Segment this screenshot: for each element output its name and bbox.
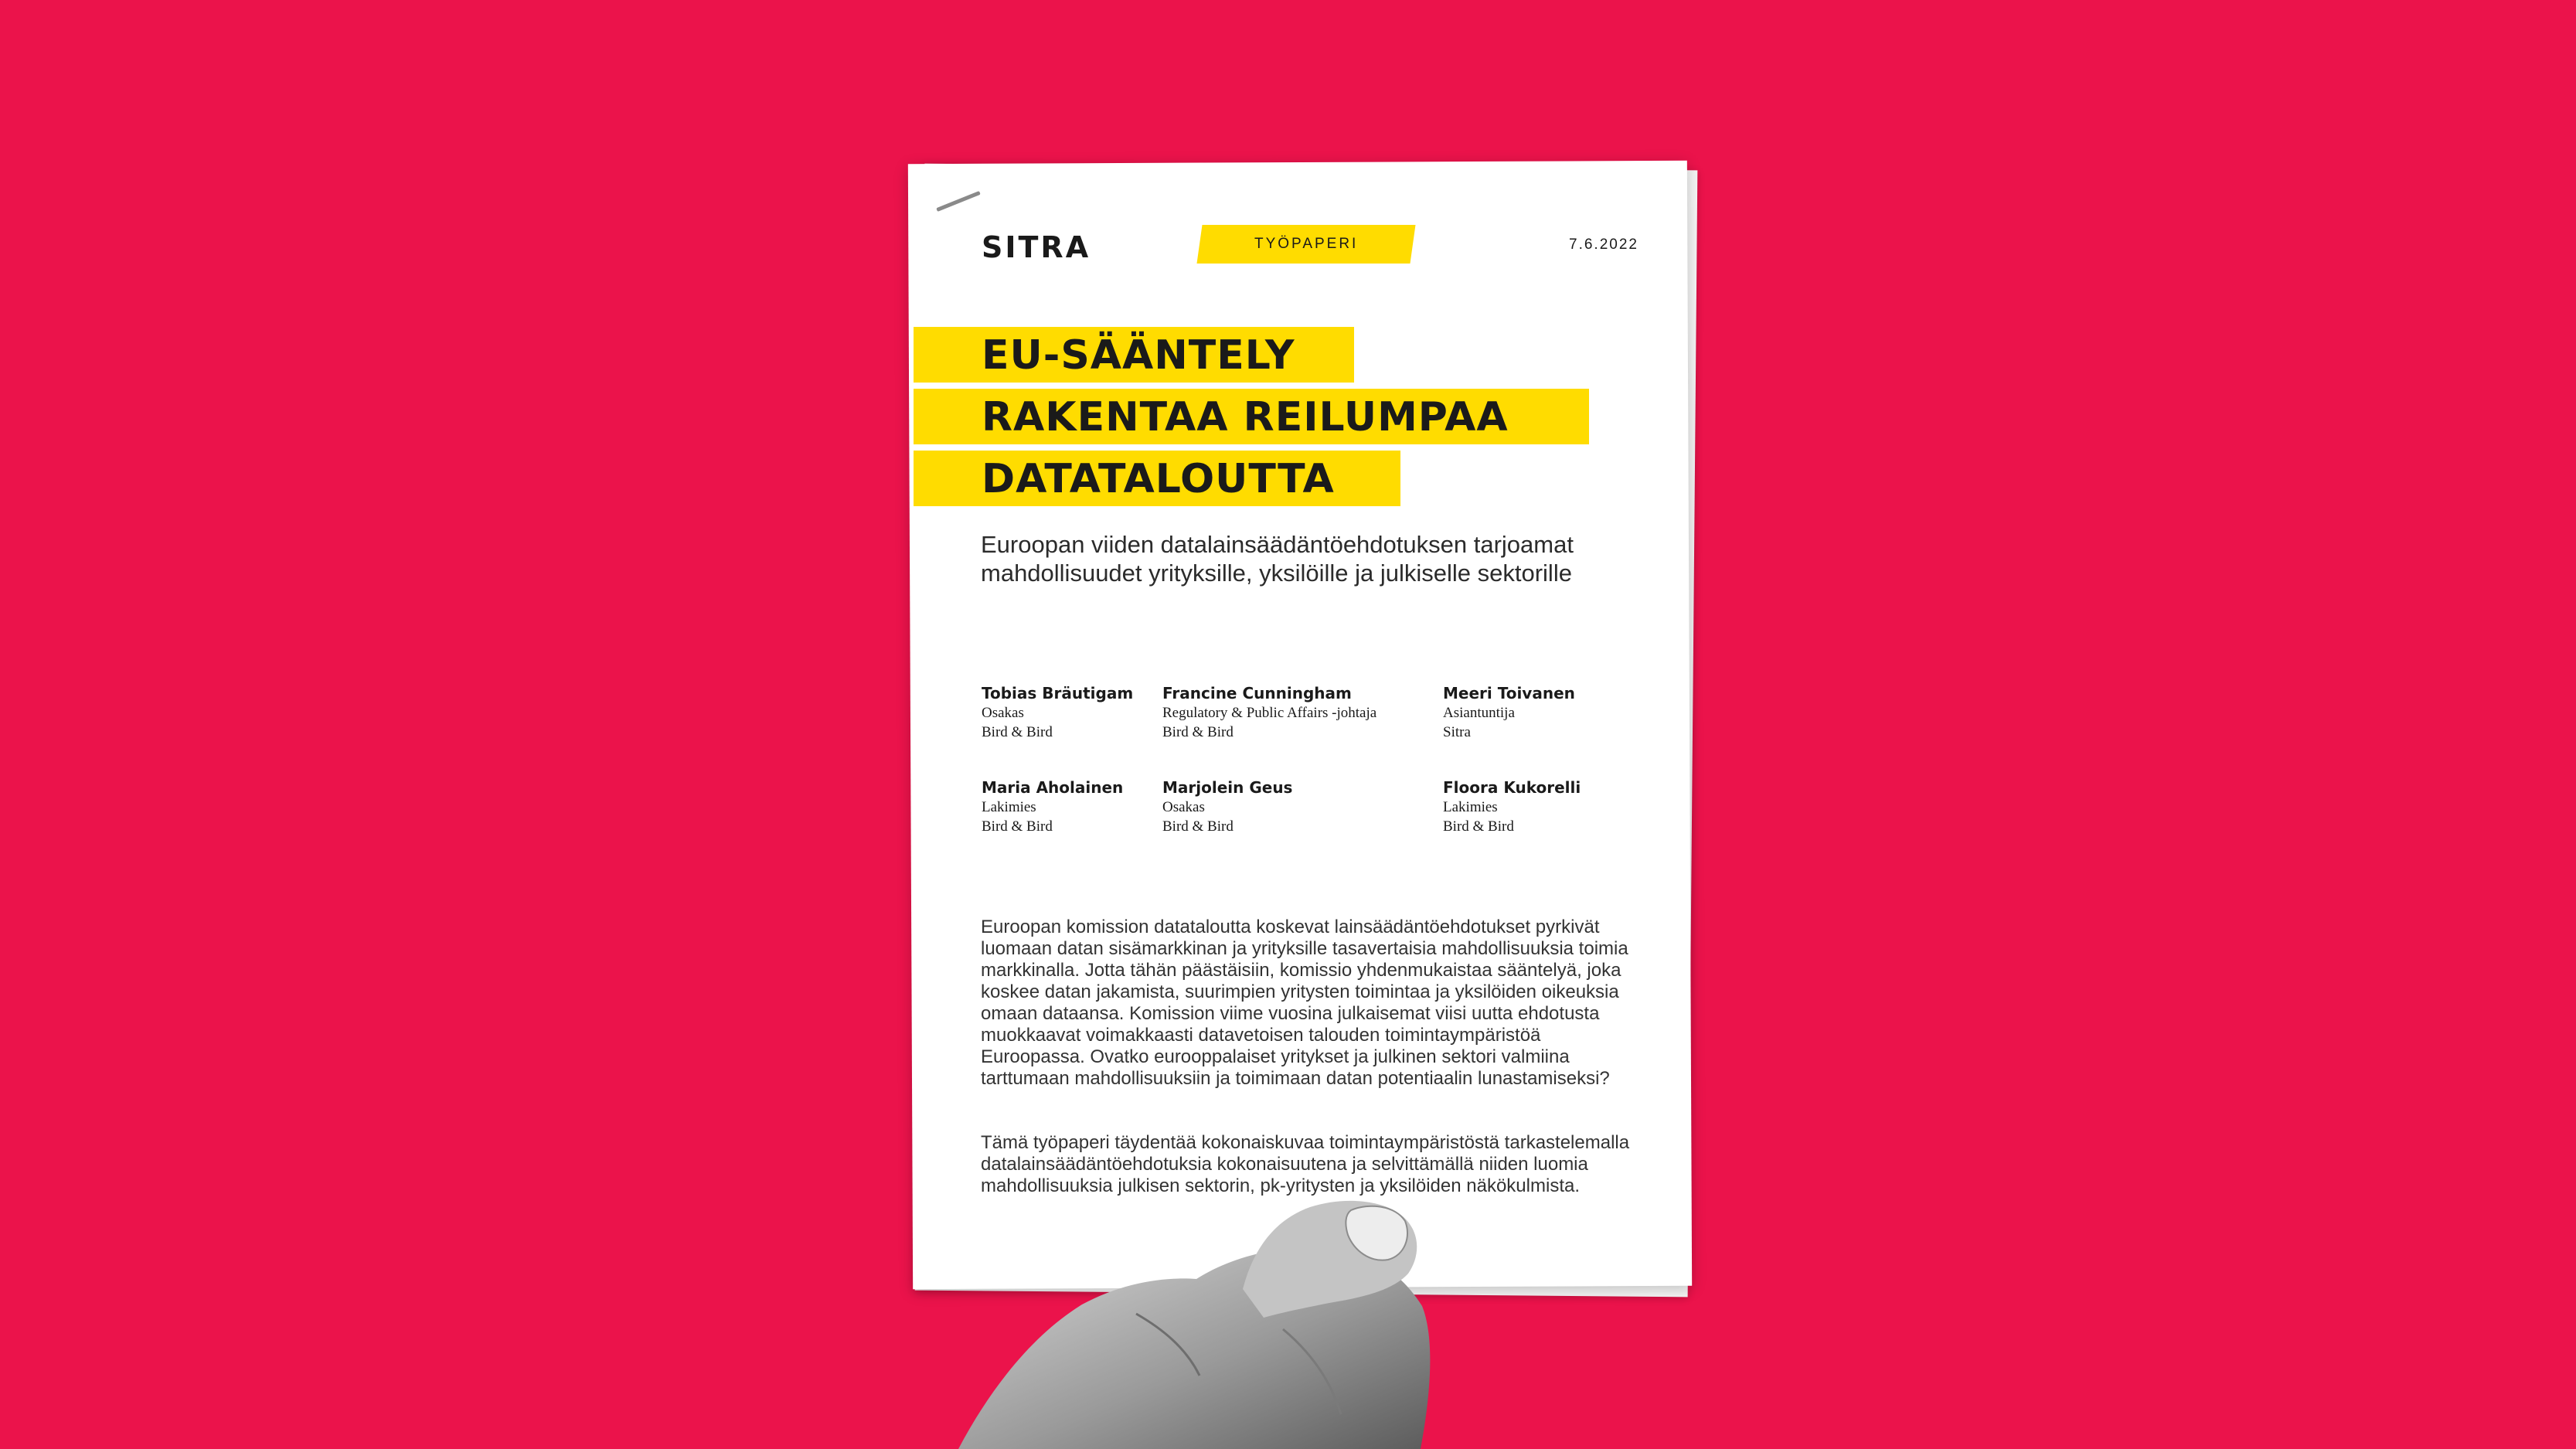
author-organization: Bird & Bird xyxy=(1162,818,1234,835)
title-line-1: EU-SÄÄNTELY xyxy=(982,332,1295,379)
author-name: Floora Kukorelli xyxy=(1443,778,1581,797)
author-name: Francine Cunningham xyxy=(1162,684,1352,702)
author-role: Asiantuntija xyxy=(1443,705,1515,721)
body-paragraph-1: Euroopan komission datataloutta koskevat lainsäädäntöehdotukset pyrkivät luomaan datan sisämarkkinan ja yrityksille tasavertaisia mahdollisuuksia toimia markkinalla. Jotta tähän päästäisiin, komissio yhdenmukaistaa sääntelyä, joka koskee datan jakamista, suurimpien yritysten toimintaa ja yksilöiden oikeuksia omaan dataansa. Komission viime vuosina julkaisemat viisi uutta ehdotusta muokkaavat voimakkaasti datavetoisen talouden toimintaympäristöä Euroopassa. Ovatko eurooppalaiset yritykset ja julkinen sektori valmiina tarttumaan mahdollisuuksiin ja toimimaan datan potentiaalin lunastamiseksi? xyxy=(981,917,1628,1089)
body-paragraph-2: Tämä työpaperi täydentää kokonaiskuvaa toimintaympäristöstä tarkastelemalla datalainsäädäntöehdotuksia kokonaisuutena ja selvittämällä niiden luomia mahdollisuuksia julkisen sektorin, pk-yritysten ja yksilöiden näkökulmista. xyxy=(981,1132,1630,1196)
author-name: Meeri Toivanen xyxy=(1443,684,1575,702)
document-subtitle: Euroopan viiden datalainsäädäntöehdotuksen tarjoamat mahdollisuudet yrityksille, yksilöille ja julkiselle sektorille xyxy=(981,531,1574,587)
author-role: Lakimies xyxy=(1443,799,1498,815)
author-role: Osakas xyxy=(982,705,1024,721)
author-organization: Sitra xyxy=(1443,724,1471,740)
author-organization: Bird & Bird xyxy=(982,724,1053,740)
sitra-logo: SITRA xyxy=(982,230,1091,264)
author-name: Maria Aholainen xyxy=(982,778,1124,797)
author-organization: Bird & Bird xyxy=(1443,818,1514,835)
author-name: Marjolein Geus xyxy=(1162,778,1293,797)
author-role: Regulatory & Public Affairs -johtaja xyxy=(1162,705,1377,721)
author-organization: Bird & Bird xyxy=(1162,724,1234,740)
author-role: Lakimies xyxy=(982,799,1036,815)
title-line-3: DATATALOUTTA xyxy=(982,456,1335,502)
title-line-2: RAKENTAA REILUMPAA xyxy=(982,394,1509,440)
author-organization: Bird & Bird xyxy=(982,818,1053,835)
publication-date: 7.6.2022 xyxy=(1569,236,1638,253)
author-role: Osakas xyxy=(1162,799,1205,815)
author-name: Tobias Bräutigam xyxy=(982,684,1134,702)
doc-type-label: TYÖPAPERI xyxy=(1254,236,1359,252)
